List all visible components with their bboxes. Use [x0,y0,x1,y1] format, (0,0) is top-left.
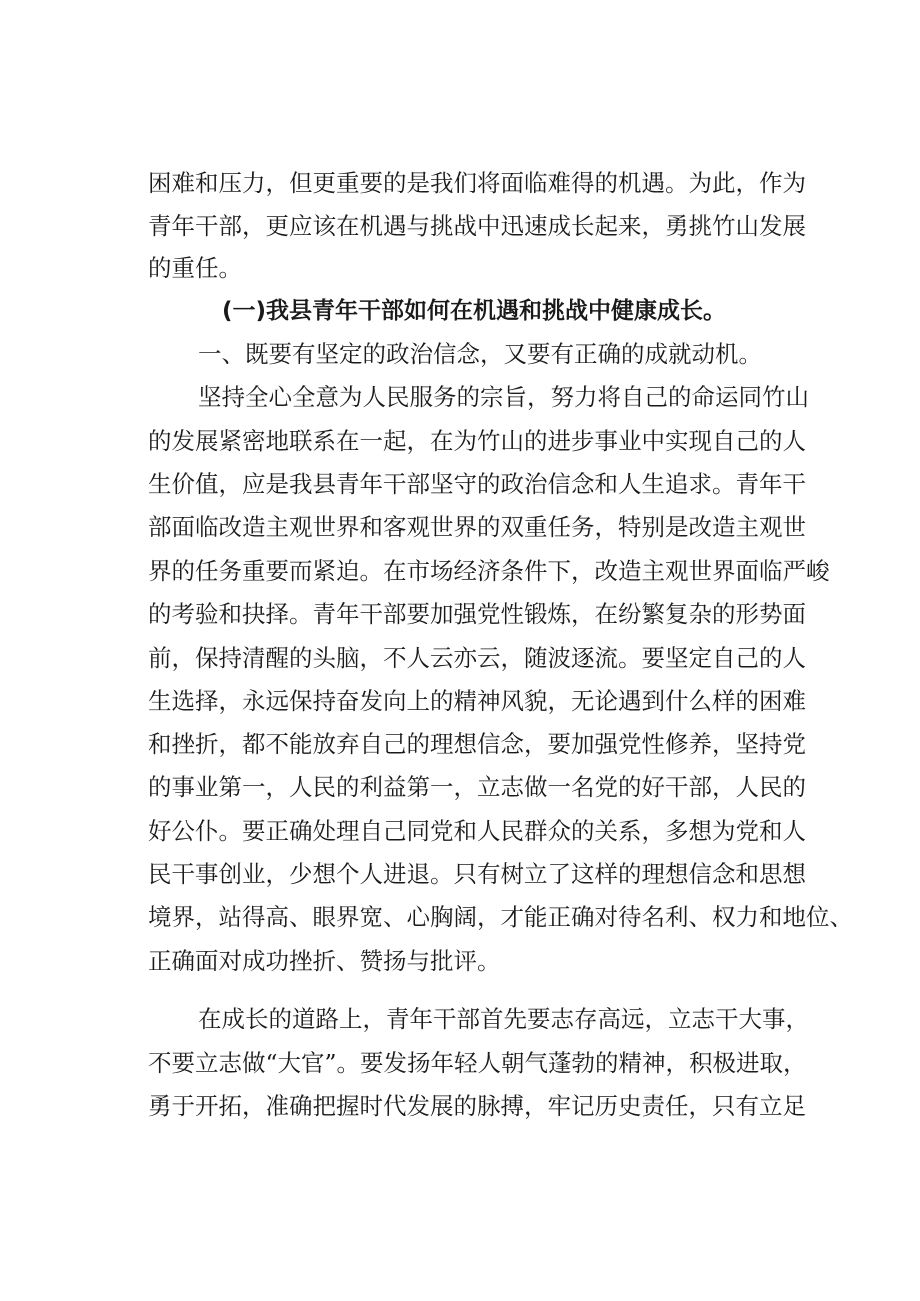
paragraph-line: 不要立志做“大官”。要发扬年轻人朝气蓬勃的精神，积极进取， [148,1049,807,1077]
paragraph-line: 民干事创业，少想个人进退。只有树立了这样的理想信念和思想 [148,860,806,888]
paragraph-line: 好公仆。要正确处理自己同党和人民群众的关系，多想为党和人 [148,817,806,845]
paragraph-line: 部面临改造主观世界和客观世界的双重任务，特别是改造主观世 [148,513,806,541]
paragraph-line: 的重任。 [148,254,242,282]
paragraph-line: 的考验和抉择。青年干部要加强党性锻炼，在纷繁复杂的形势面 [148,600,806,628]
paragraph-line: 的发展紧密地联系在一起，在为竹山的进步事业中实现自己的人 [148,427,806,455]
paragraph-line: 坚持全心全意为人民服务的宗旨，努力将自己的命运同竹山 [198,383,809,411]
paragraph-line: 正确面对成功挫折、赞扬与批评。 [148,947,501,975]
paragraph-line: 在成长的道路上，青年干部首先要志存高远，立志干大事， [198,1005,809,1033]
paragraph-line: 前，保持清醒的头脑，不人云亦云，随波逐流。要坚定自己的人 [148,644,806,672]
paragraph-line: 勇于开拓，准确把握时代发展的脉搏，牢记历史责任，只有立足 [148,1092,806,1120]
paragraph-line: 界的任务重要而紧迫。在市场经济条件下，改造主观世界面临严峻 [148,557,830,585]
paragraph-line: 困难和压力，但更重要的是我们将面临难得的机遇。为此，作为 [148,169,806,197]
paragraph-line: 生选择，永远保持奋发向上的精神风貌，无论遇到什么样的困难 [148,687,806,715]
paragraph-line: 境界，站得高、眼界宽、心胸阔，才能正确对待名利、权力和地位、 [148,903,853,931]
subsection-heading: 一、既要有坚定的政治信念，又要有正确的成就动机。 [198,340,762,368]
section-heading: (一)我县青年干部如何在机遇和挑战中健康成长。 [222,298,727,324]
paragraph-line: 生价值，应是我县青年干部坚守的政治信念和人生追求。青年干 [148,470,806,498]
paragraph-line: 的事业第一，人民的利益第一，立志做一名党的好干部，人民的 [148,773,806,801]
paragraph-line: 青年干部，更应该在机遇与挑战中迅速成长起来，勇挑竹山发展 [148,212,806,240]
paragraph-line: 和挫折，都不能放弃自己的理想信念，要加强党性修养，坚持党 [148,730,806,758]
